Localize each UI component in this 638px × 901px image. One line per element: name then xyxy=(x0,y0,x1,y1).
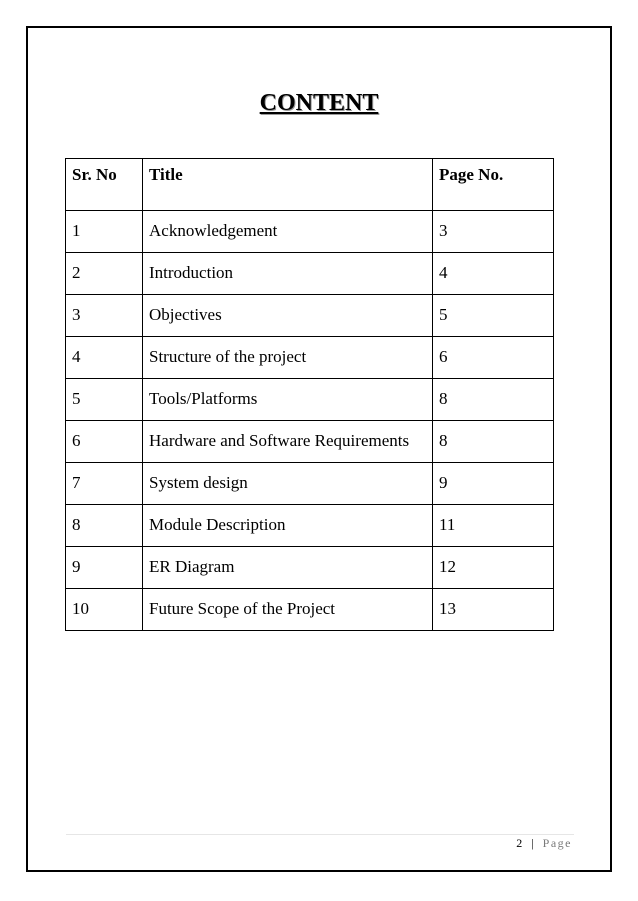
row-title: Tools/Platforms xyxy=(143,379,433,421)
table-row xyxy=(66,295,554,337)
row-sr-no: 9 xyxy=(66,547,143,589)
row-sr-no: 2 xyxy=(66,253,143,295)
row-page-no: 9 xyxy=(433,463,554,505)
table-row xyxy=(66,547,554,589)
page-footer xyxy=(516,836,572,851)
row-title: Introduction xyxy=(143,253,433,295)
table-row xyxy=(66,463,554,505)
table-row xyxy=(66,337,554,379)
row-page-no: 8 xyxy=(433,379,554,421)
row-page-no: 8 xyxy=(433,421,554,463)
row-title: Structure of the project xyxy=(143,337,433,379)
row-title: Acknowledgement xyxy=(143,211,433,253)
table-row xyxy=(66,253,554,295)
page-title: CONTENT xyxy=(259,90,379,116)
row-page-no: 5 xyxy=(433,295,554,337)
table-row xyxy=(66,421,554,463)
header-sr-no: Sr. No xyxy=(66,159,143,211)
row-sr-no: 6 xyxy=(66,421,143,463)
table-row xyxy=(66,505,554,547)
row-page-no: 6 xyxy=(433,337,554,379)
header-page-no: Page No. xyxy=(433,159,554,211)
contents-table xyxy=(65,158,554,631)
table-row xyxy=(66,379,554,421)
row-page-no: 12 xyxy=(433,547,554,589)
footer-divider xyxy=(66,834,574,835)
row-title: System design xyxy=(143,463,433,505)
row-page-no: 3 xyxy=(433,211,554,253)
row-sr-no: 1 xyxy=(66,211,143,253)
table-row xyxy=(66,589,554,631)
row-sr-no: 5 xyxy=(66,379,143,421)
row-page-no: 4 xyxy=(433,253,554,295)
table-header-row xyxy=(66,159,554,211)
row-sr-no: 7 xyxy=(66,463,143,505)
footer-page-label: Page xyxy=(542,836,572,850)
row-sr-no: 10 xyxy=(66,589,143,631)
row-sr-no: 4 xyxy=(66,337,143,379)
row-page-no: 13 xyxy=(433,589,554,631)
footer-separator: | xyxy=(531,836,536,850)
row-sr-no: 3 xyxy=(66,295,143,337)
row-title: Objectives xyxy=(143,295,433,337)
table-row xyxy=(66,211,554,253)
row-title: Module Description xyxy=(143,505,433,547)
row-page-no: 11 xyxy=(433,505,554,547)
row-title: ER Diagram xyxy=(143,547,433,589)
footer-page-number: 2 xyxy=(516,836,524,850)
header-title: Title xyxy=(143,159,433,211)
row-sr-no: 8 xyxy=(66,505,143,547)
row-title: Hardware and Software Requirements xyxy=(143,421,433,463)
row-title: Future Scope of the Project xyxy=(143,589,433,631)
